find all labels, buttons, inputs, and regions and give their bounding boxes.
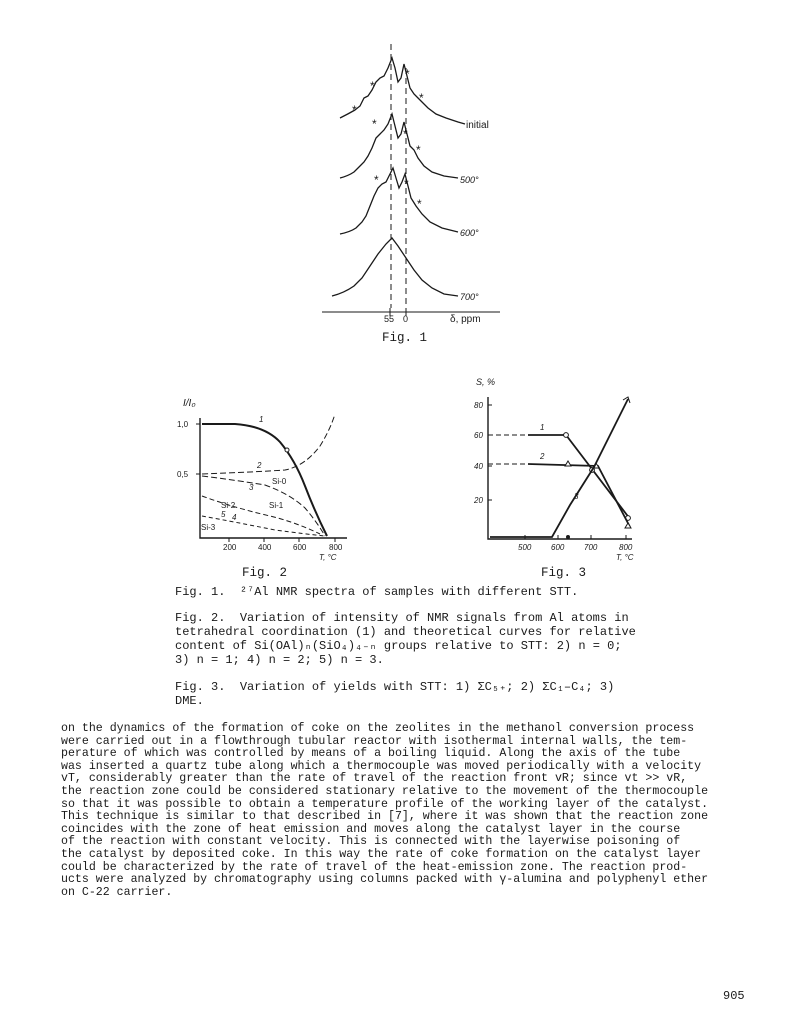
fig1-label-initial: initial bbox=[466, 120, 489, 131]
svg-text:*: * bbox=[352, 103, 357, 117]
fig1-label-500: 500° bbox=[460, 175, 479, 185]
body-line: was inserted a quartz tube along which a thermocouple was moved periodically with a velocity bbox=[61, 759, 702, 773]
caption-fig3 bbox=[175, 680, 695, 708]
fig2-curve-label-si2: Si-2 bbox=[221, 501, 236, 510]
body-line: ucts were analyzed by chromatography using columns packed with γ-alumina and polyphenyl ether bbox=[61, 873, 709, 887]
caption-fig3-line1: Variation of yields with STT: 1) ΣC₅₊; 2) ΣC₁–C₄; 3) bbox=[239, 680, 615, 694]
fig2-xtick-800: 800 bbox=[329, 543, 343, 552]
fig1-tick-0: 0 bbox=[403, 314, 409, 324]
caption-fig1 bbox=[175, 585, 675, 599]
fig1-tick-55: 55 bbox=[384, 314, 395, 324]
body-line: were carried out in a flowthrough tubular reactor with isothermal internal walls, the tem- bbox=[61, 734, 688, 748]
body-line: the catalyst by deposited coke. In this way the rate of coke formation on the catalyst layer bbox=[61, 847, 702, 861]
caption-fig1-tag: Fig. 1. bbox=[175, 585, 226, 599]
body-line: on C-22 carrier. bbox=[61, 885, 173, 899]
fig1-spectrum-initial bbox=[340, 58, 465, 124]
caption-fig3-line2: DME. bbox=[175, 694, 204, 708]
caption-fig2-line1: Variation of intensity of NMR signals from Al atoms in bbox=[239, 611, 629, 625]
svg-text:*: * bbox=[416, 143, 421, 157]
svg-text:*: * bbox=[404, 177, 409, 191]
fig2-xtick-200: 200 bbox=[223, 543, 237, 552]
body-line: This technique is similar to that described in [7], where it was shown that the reaction zone bbox=[61, 810, 709, 824]
svg-text:*: * bbox=[419, 91, 424, 105]
fig2-curve-label-si0: Si-0 bbox=[272, 477, 287, 486]
fig2-label: Fig. 2 bbox=[242, 566, 288, 580]
fig1-spectrum-600 bbox=[340, 168, 458, 234]
caption-fig2-line4: 3) n = 1; 4) n = 2; 5) n = 3. bbox=[175, 653, 384, 667]
fig2-curve-5 bbox=[202, 516, 325, 536]
fig1-spectrum-500 bbox=[340, 114, 458, 178]
svg-text:*: * bbox=[405, 67, 410, 81]
fig2-curve-label-1: 1 bbox=[259, 415, 264, 424]
body-line: perature of which was controlled by means of a boiling liquid. Along the axis of the tube bbox=[61, 747, 681, 761]
fig1-axis-unit: δ, ppm bbox=[450, 314, 481, 325]
fig1-spectrum-700 bbox=[332, 238, 458, 296]
fig3-curve-label-2: 2 bbox=[540, 452, 545, 461]
fig2-xtick-600: 600 bbox=[293, 543, 307, 552]
fig3-ylabel: S, % bbox=[476, 377, 496, 387]
body-line: vT, considerably greater than the rate of travel of the reaction front vR; since vt >> vR, bbox=[61, 772, 688, 786]
fig3-xtick-500: 500 bbox=[518, 543, 532, 552]
body-paragraph bbox=[61, 723, 761, 899]
body-line: the reaction zone could be considered stationary relative to the movement of the thermocouple bbox=[61, 784, 709, 798]
fig2-curve-4 bbox=[202, 496, 320, 534]
fig3-curve-label-1: 1 bbox=[540, 423, 545, 432]
fig2-ytick-1: 1,0 bbox=[177, 420, 189, 429]
fig3-xlabel: T, °C bbox=[616, 553, 634, 562]
caption-fig2-tag: Fig. 2. bbox=[175, 611, 226, 625]
fig1-label-600: 600° bbox=[460, 228, 479, 238]
caption-fig2 bbox=[175, 611, 695, 667]
caption-fig1-text: ²⁷Al NMR spectra of samples with different STT. bbox=[239, 585, 579, 599]
fig2-ytick-05: 0,5 bbox=[177, 470, 189, 479]
fig3-curve-label-3: 3 bbox=[574, 492, 579, 501]
page-number: 905 bbox=[723, 989, 745, 1003]
fig3-chart bbox=[470, 375, 650, 565]
caption-fig2-line2: tetrahedral coordination (1) and theoretical curves for relative bbox=[175, 625, 636, 639]
body-line: on the dynamics of the formation of coke on the zeolites in the methanol conversion process bbox=[61, 722, 695, 735]
fig2-xtick-400: 400 bbox=[258, 543, 272, 552]
fig2-curve-label-4: 4 bbox=[232, 513, 237, 522]
fig3-xtick-700: 700 bbox=[584, 543, 598, 552]
fig2-curve-label-si1: Si-1 bbox=[269, 501, 284, 510]
svg-text:*: * bbox=[403, 127, 408, 141]
svg-text:*: * bbox=[370, 79, 375, 93]
body-line: so that it was possible to obtain a temperature profile of the working layer of the catalyst. bbox=[61, 797, 709, 811]
fig3-xtick-600: 600 bbox=[551, 543, 565, 552]
caption-fig2-line3: content of Si(OAl)ₙ(SiO₄)₄₋ₙ groups relative to STT: 2) n = 0; bbox=[175, 639, 622, 653]
fig2-curve-1 bbox=[202, 424, 327, 536]
fig2-curve-label-5: 5 bbox=[221, 510, 226, 519]
svg-text:*: * bbox=[417, 197, 422, 211]
caption-fig3-tag: Fig. 3. bbox=[175, 680, 226, 694]
fig3-ytick-20: 20 bbox=[474, 496, 483, 505]
svg-text:*: * bbox=[374, 173, 379, 187]
fig3-ytick-80: 80 bbox=[474, 401, 483, 410]
fig3-ytick-60: 60 bbox=[474, 431, 483, 440]
fig3-xtick-800: 800 bbox=[619, 543, 633, 552]
body-line: coincides with the zone of heat emission and moves along the catalyst layer in the course bbox=[61, 822, 681, 836]
body-line: of the reaction with constant velocity. This is connected with the layerwise poisoning of bbox=[61, 835, 681, 849]
fig2-curve-label-si3: Si-3 bbox=[201, 523, 216, 532]
fig3-label: Fig. 3 bbox=[541, 566, 587, 580]
fig2-curve-label-2: 2 bbox=[257, 461, 262, 470]
fig2-chart bbox=[175, 390, 355, 565]
fig2-xlabel: T, °C bbox=[319, 553, 337, 562]
fig1-spectra bbox=[300, 38, 530, 328]
fig2-curve-label-3: 3 bbox=[249, 483, 254, 492]
fig1-label: Fig. 1 bbox=[382, 331, 428, 345]
fig3-ytick-40: 40 bbox=[474, 462, 483, 471]
body-line: could be characterized by the rate of travel of the heat-emission zone. The reaction prod- bbox=[61, 860, 688, 874]
svg-text:*: * bbox=[372, 117, 377, 131]
fig1-label-700: 700° bbox=[460, 292, 479, 302]
fig2-ylabel: I/I₀ bbox=[183, 398, 196, 409]
fig3-curve-3 bbox=[490, 399, 628, 537]
